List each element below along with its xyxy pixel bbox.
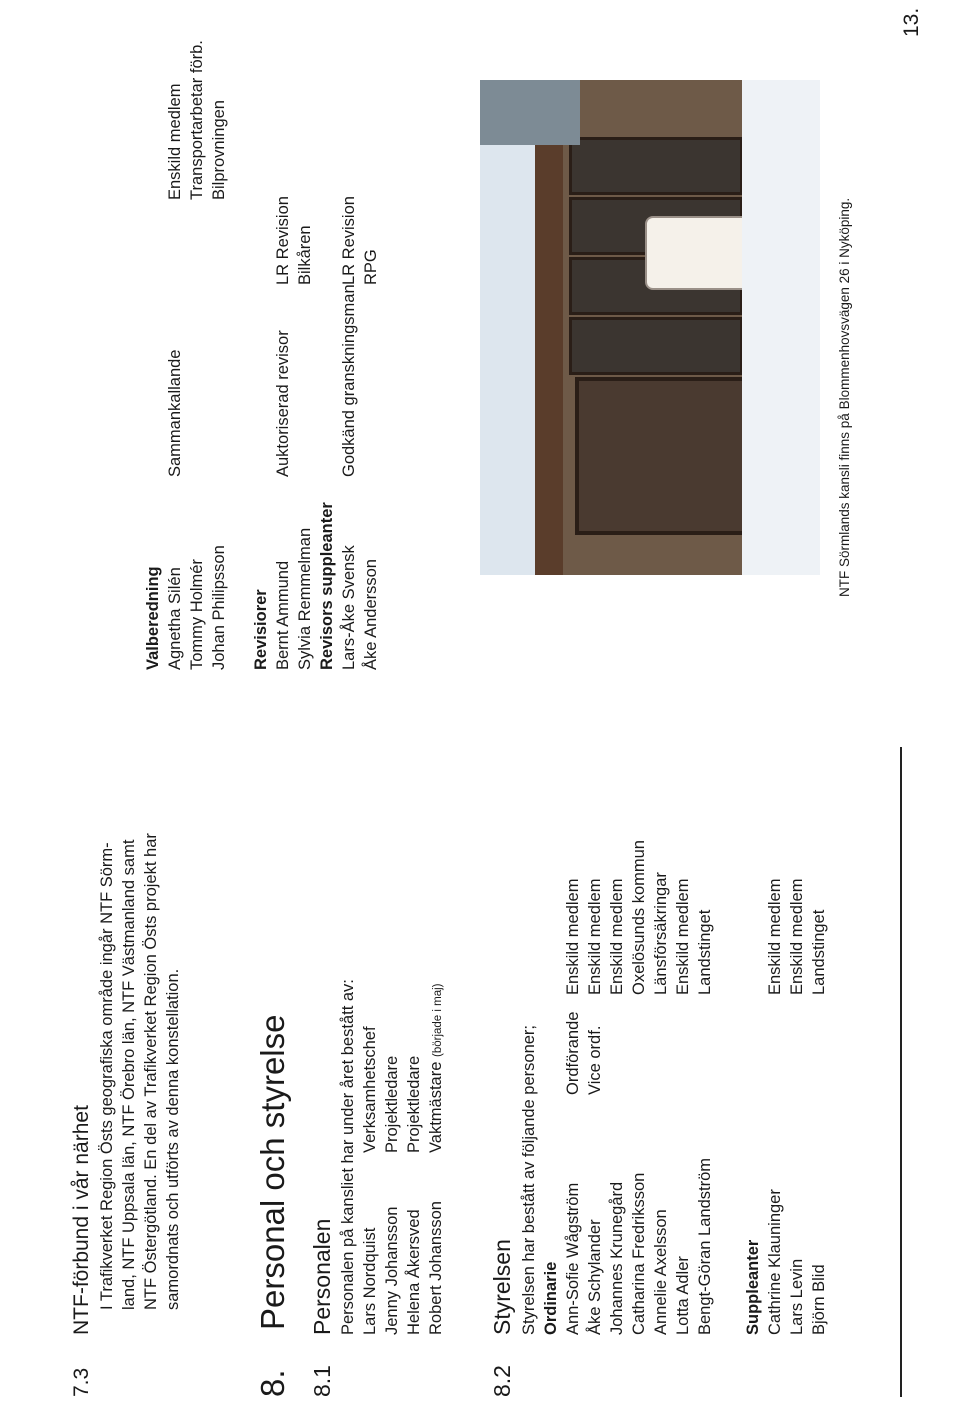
staff-name: Helena Åkersved [405, 1209, 423, 1335]
valberedning-org: Transportarbetar förb. [188, 40, 206, 200]
revisor-name: Bernt Ammund [274, 560, 292, 670]
photo-window [569, 137, 743, 195]
revisor-suppleant-role: Godkänd granskningsman [340, 284, 358, 477]
board-org: Enskild medlem [674, 878, 692, 995]
revisorer-orgs [272, 196, 316, 285]
revisors-suppleant-names [338, 545, 382, 670]
valberedning-org: Enskild medlem [166, 83, 184, 200]
photo-caption: NTF Sörmlands kansli finns på Blommenhovsvägen 26 i Nyköping. [837, 197, 852, 597]
section-8-number: 8. [254, 1369, 291, 1397]
photo-sign [645, 216, 744, 290]
staff-note: (började i maj) [432, 983, 444, 1057]
board-org: Enskild medlem [564, 878, 582, 995]
valberedning-roles [164, 350, 186, 478]
revisor-org: Bilkåren [296, 225, 314, 285]
valberedning-names [164, 545, 230, 670]
revisors-suppleant-roles [338, 284, 360, 477]
photo-window [569, 317, 743, 375]
section-8-1-title: Personalen [309, 1218, 335, 1335]
board-name: Åke Schylander [586, 1219, 604, 1335]
photo-snow [742, 80, 820, 575]
board-name: Johannes Krunegård [608, 1181, 626, 1335]
board-roles [562, 1012, 606, 1095]
valberedning-name: Johan Philipsson [210, 545, 228, 670]
valberedning-heading: Valberedning [144, 566, 162, 670]
revisorer-names [272, 528, 316, 670]
section-8-2-number: 8.2 [489, 1365, 515, 1397]
board-org: Landstinget [696, 909, 714, 995]
staff-name: Lars Nordquist [361, 1227, 379, 1335]
column-divider [900, 747, 902, 1397]
board-names [562, 1158, 716, 1335]
board-name: Catharina Fredriksson [630, 1172, 648, 1335]
revisor-suppleant-org: LR Revision [340, 196, 358, 285]
board-suppleanter-heading: Suppleanter [744, 1239, 762, 1335]
revisorer-roles [272, 330, 294, 477]
suppleant-name: Lars Levin [788, 1258, 806, 1335]
board-org: Länsförsäkringar [652, 872, 670, 995]
board-intro: Styrelsen har bestått av följande personer; [520, 1024, 538, 1335]
suppleant-name: Cathrine Klauninger [766, 1189, 784, 1335]
valberedning-org: Bilprovningen [210, 100, 228, 200]
paragraph-line: samordnats och utförts av denna konstellation. [164, 968, 182, 1310]
board-name: Bengt-Göran Landström [696, 1157, 714, 1335]
revisor-suppleant-name: Åke Andersson [362, 559, 380, 670]
valberedning-name: Agnetha Silén [166, 567, 184, 670]
suppleant-names [764, 1189, 830, 1335]
revisor-suppleant-name: Lars-Åke Svensk [340, 545, 358, 670]
staff-names [359, 1201, 447, 1335]
staff-role: Projektledare [383, 1055, 401, 1153]
section-7-3-title: NTF-förbund i vår närhet [70, 1105, 93, 1335]
staff-role: Projektledare [405, 1055, 423, 1153]
paragraph-line: I Trafikverket Region Östs geografiska område ingår NTF Sörm- [98, 842, 116, 1310]
staff-role-with-note [425, 984, 447, 1154]
valberedning-role: Sammankallande [166, 349, 184, 477]
suppleant-org: Enskild medlem [766, 878, 784, 995]
board-name: Ann-Sofie Wågström [564, 1182, 582, 1335]
revisors-suppleant-orgs [338, 196, 382, 285]
staff-roles [359, 984, 447, 1154]
revisors-suppleanter-heading: Revisors suppleanter [318, 502, 336, 670]
revisor-name: Sylvia Remmelman [296, 527, 314, 670]
staff-name: Jenny Johansson [383, 1206, 401, 1335]
paragraph-line: NTF Östergötland. En del av Trafikverket Region Östs projekt har [142, 833, 160, 1310]
staff-role: Vaktmästare [427, 1061, 445, 1153]
board-org: Enskild medlem [586, 878, 604, 995]
section-7-3-paragraph [96, 833, 184, 1310]
suppleant-name: Björn Blid [810, 1264, 828, 1335]
section-7-3-number: 7.3 [70, 1367, 93, 1397]
suppleant-org: Landstinget [810, 909, 828, 995]
board-ordinarie-heading: Ordinarie [542, 1261, 560, 1335]
board-role: Vice ordf. [586, 1025, 604, 1095]
board-org: Enskild medlem [608, 878, 626, 995]
valberedning-orgs [164, 40, 230, 200]
paragraph-line: land, NTF Uppsala län, NTF Örebro län, NTF Västmanland samt [120, 839, 138, 1310]
board-name: Annelie Axelsson [652, 1209, 670, 1335]
photo-roof [535, 80, 563, 575]
suppleant-org: Enskild medlem [788, 878, 806, 995]
board-name: Lotta Adler [674, 1256, 692, 1335]
page-number: 13. [900, 7, 923, 37]
section-8-title: Personal och styrelse [254, 1014, 291, 1330]
photo-entrance-door [575, 377, 753, 535]
revisor-role: Auktoriserad revisor [274, 330, 292, 477]
revisorer-heading: Revisiorer [252, 589, 270, 670]
section-8-2-title: Styrelsen [489, 1239, 515, 1335]
valberedning-name: Tommy Holmér [188, 559, 206, 670]
board-orgs [562, 840, 716, 995]
staff-name: Robert Johansson [427, 1201, 445, 1335]
revisor-suppleant-org: RPG [362, 249, 380, 285]
photo-tree [480, 80, 580, 145]
section-8-1-number: 8.1 [309, 1365, 335, 1397]
revisor-org: LR Revision [274, 196, 292, 285]
office-building-photo [480, 80, 820, 575]
staff-intro: Personalen på kansliet har under året bestått av: [339, 979, 357, 1335]
staff-role: Verksamhetschef [361, 1026, 379, 1153]
photo-sky [480, 80, 540, 575]
board-role: Ordförande [564, 1011, 582, 1095]
suppleant-orgs [764, 879, 830, 995]
board-org: Oxelösunds kommun [630, 840, 648, 995]
